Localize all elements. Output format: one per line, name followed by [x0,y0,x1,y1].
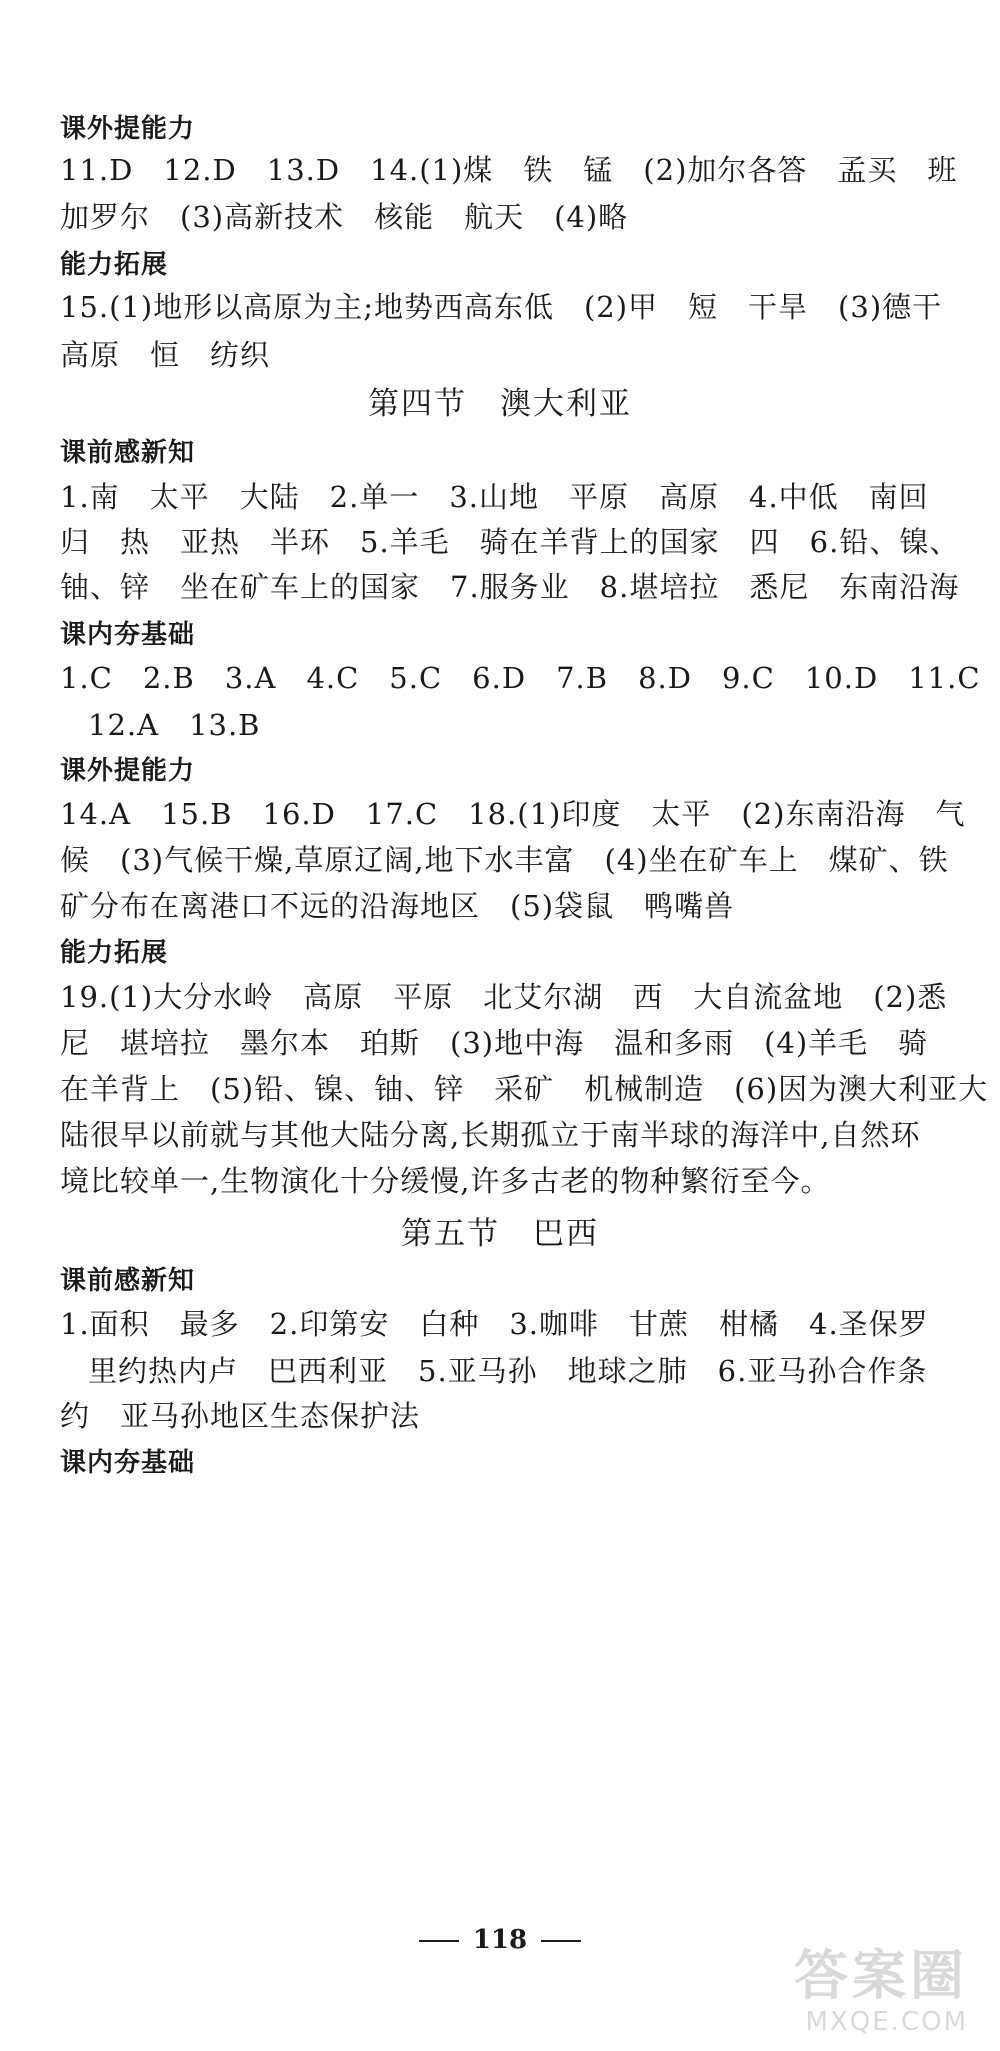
answer-line: 1.C 2.B 3.A 4.C 5.C 6.D 7.B 8.D 9.C 10.D 11.C [60,661,981,695]
section-heading: 课内夯基础 [60,1448,196,1478]
section-heading: 能力拓展 [60,938,169,968]
answer-line: 高原 恒 纺织 [60,338,271,372]
answer-line: 12.A 13.B [88,708,261,742]
answer-line: 里约热内卢 巴西利亚 5.亚马孙 地球之肺 6.亚马孙合作条 [88,1354,928,1388]
section-heading: 课内夯基础 [60,620,196,650]
answer-line: 14.A 15.B 16.D 17.C 18.(1)印度 太平 (2)东南沿海 气 [60,797,966,831]
section-heading: 课前感新知 [60,1266,196,1296]
section-heading: 课前感新知 [60,438,196,468]
answer-line: 尼 堪培拉 墨尔本 珀斯 (3)地中海 温和多雨 (4)羊毛 骑 [60,1026,929,1060]
watermark-logo [724,1929,974,2039]
section-heading: 课外提能力 [60,756,196,786]
answer-line: 约 亚马孙地区生态保护法 [60,1399,421,1433]
watermark-url: MXQE.COM [805,2007,968,2037]
section-heading: 课外提能力 [60,114,196,144]
answer-line: 1.面积 最多 2.印第安 白种 3.咖啡 甘蔗 柑橘 4.圣保罗 [60,1307,929,1341]
answer-line: 候 (3)气候干燥,草原辽阔,地下水丰富 (4)坐在矿车上 煤矿、铁 [60,843,949,877]
page-number-left-dash [419,1940,459,1942]
answer-line: 境比较单一,生物演化十分缓慢,许多古老的物种繁衍至今。 [60,1164,831,1198]
answer-line: 陆很早以前就与其他大陆分离,长期孤立于南半球的海洋中,自然环 [60,1118,921,1152]
watermark-text: 答案圈 [794,1944,968,2007]
answer-line: 归 热 亚热 半环 5.羊毛 骑在羊背上的国家 四 6.铅、镍、 [60,525,960,559]
answer-line: 矿分布在离港口不远的沿海地区 (5)袋鼠 鸭嘴兽 [60,889,735,923]
chapter-title: 第五节 巴西 [401,1216,599,1252]
answer-line: 1.南 太平 大陆 2.单一 3.山地 平原 高原 4.中低 南回 [60,480,929,514]
chapter-title: 第四节 澳大利亚 [368,386,632,422]
section-heading: 能力拓展 [60,250,169,280]
answer-line: 15.(1)地形以高原为主;地势西高东低 (2)甲 短 干旱 (3)德干 [60,290,943,324]
answer-line: 铀、锌 坐在矿车上的国家 7.服务业 8.堪培拉 悉尼 东南沿海 [60,570,960,604]
answer-line: 加罗尔 (3)高新技术 核能 航天 (4)略 [60,200,629,234]
answer-line: 11.D 12.D 13.D 14.(1)煤 铁 锰 (2)加尔各答 孟买 班 [60,153,958,187]
page-number-text: 118 [472,1925,528,1955]
page-number-right-dash [541,1940,581,1942]
answer-line: 19.(1)大分水岭 高原 平原 北艾尔湖 西 大自流盆地 (2)悉 [60,980,948,1014]
answer-line: 在羊背上 (5)铅、镍、铀、锌 采矿 机械制造 (6)因为澳大利亚大 [60,1072,989,1106]
